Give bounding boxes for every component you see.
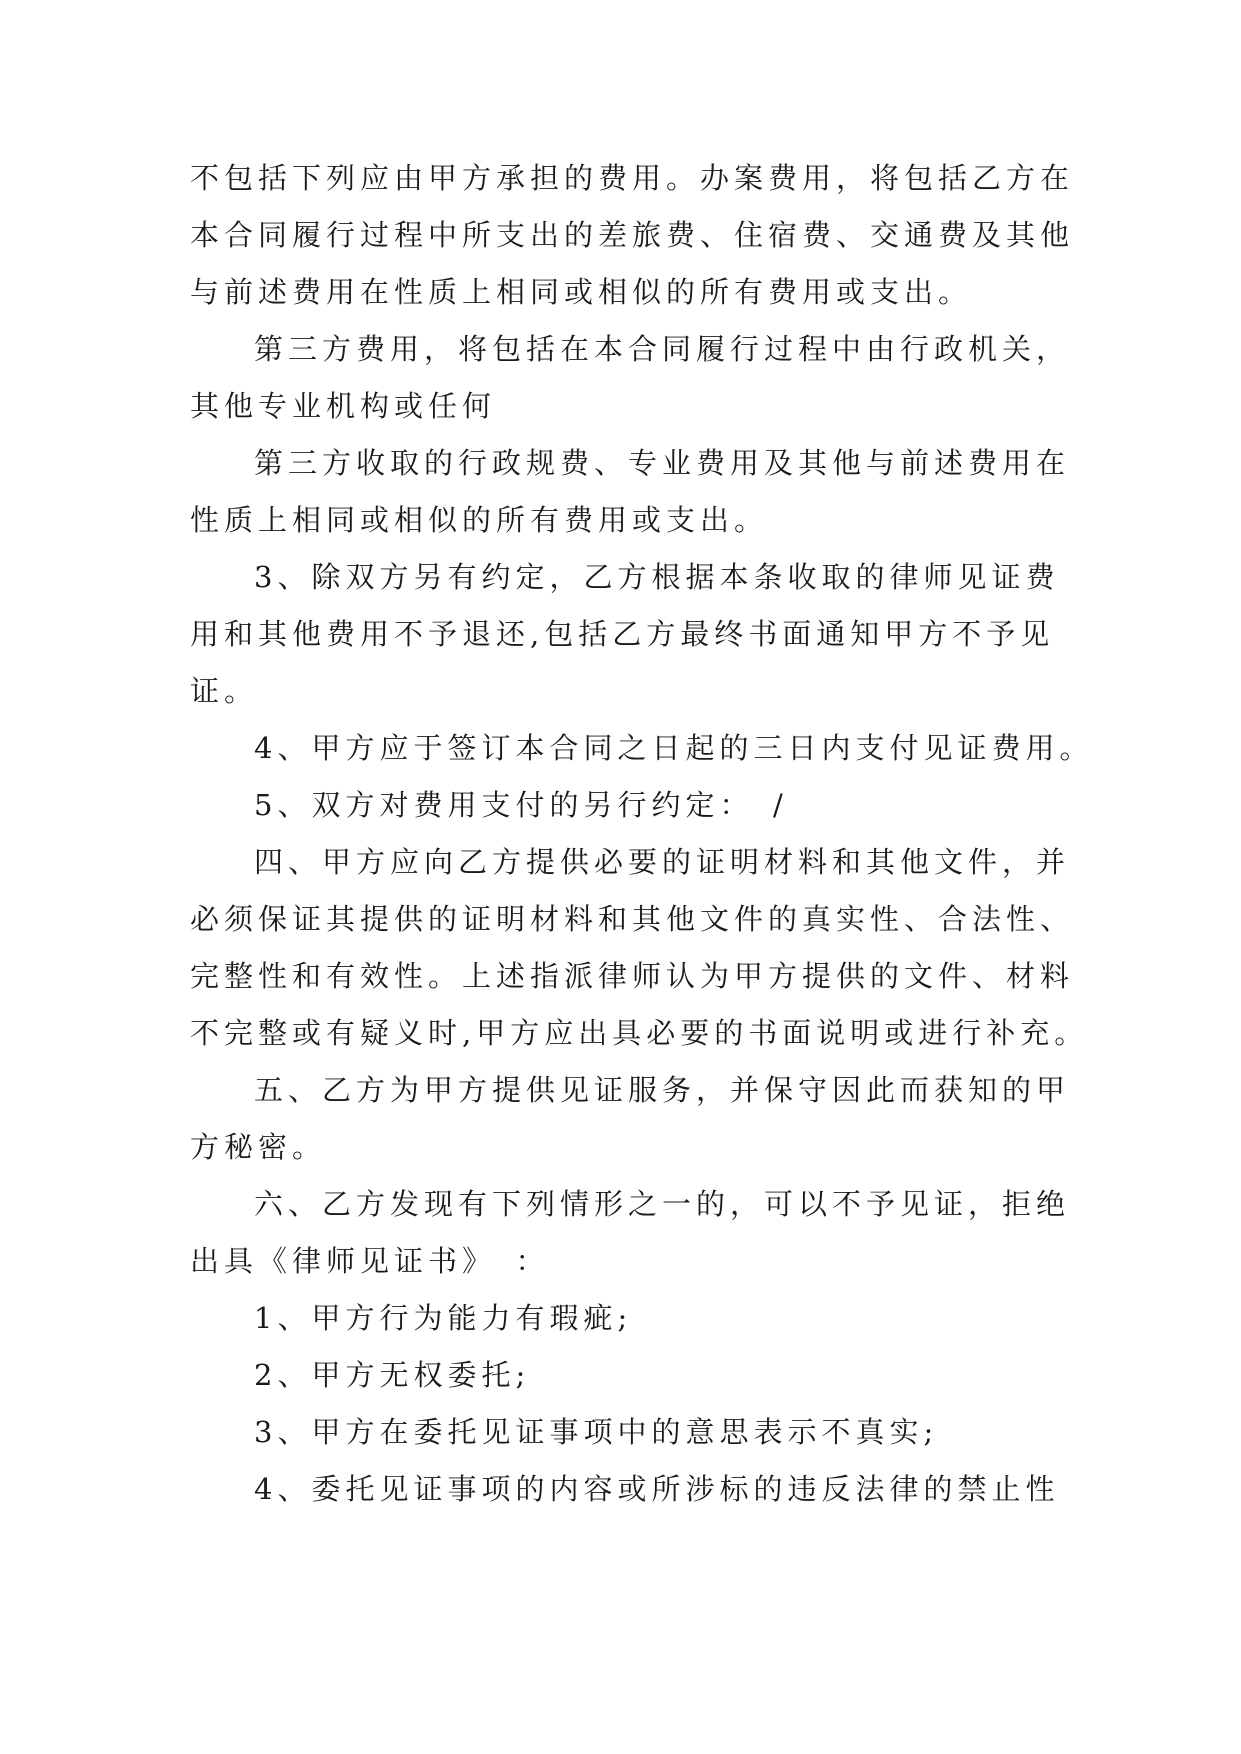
text-line: 五、乙方为甲方提供见证服务，并保守因此而获知的甲 (254, 1073, 1071, 1107)
text-line: 2、甲方无权委托; (254, 1358, 531, 1392)
text-line: 4、委托见证事项的内容或所涉标的违反法律的禁止性 (254, 1472, 1060, 1506)
text-line: 1、甲方行为能力有瑕疵; (254, 1301, 633, 1335)
text-line: 与前述费用在性质上相同或相似的所有费用或支出。 (190, 275, 973, 309)
text-line: 必须保证其提供的证明材料和其他文件的真实性、合法性、 (190, 902, 1075, 936)
text-line: 四、甲方应向乙方提供必要的证明材料和其他文件，并 (254, 845, 1071, 879)
text-line: 方秘密。 (190, 1130, 327, 1164)
text-line: 用和其他费用不予退还,包括乙方最终书面通知甲方不予见 (190, 617, 1055, 651)
text-line: 不包括下列应由甲方承担的费用。办案费用，将包括乙方在 (190, 161, 1075, 195)
text-line: 本合同履行过程中所支出的差旅费、住宿费、交通费及其他 (190, 218, 1075, 252)
text-line: 其他专业机构或任何 (190, 389, 497, 423)
text-line: 不完整或有疑义时,甲方应出具必要的书面说明或进行补充。 (190, 1016, 1089, 1050)
text-line: 完整性和有效性。上述指派律师认为甲方提供的文件、材料 (190, 959, 1075, 993)
document-page (190, 150, 1094, 1518)
text-line: 3、甲方在委托见证事项中的意思表示不真实; (254, 1415, 939, 1449)
text-line: 六、乙方发现有下列情形之一的，可以不予见证，拒绝 (254, 1187, 1071, 1221)
text-line: 第三方费用，将包括在本合同履行过程中由行政机关， (254, 332, 1071, 366)
text-line: 出具《律师见证书》 ： (190, 1244, 550, 1278)
text-line: 3、除双方另有约定，乙方根据本条收取的律师见证费 (254, 560, 1060, 594)
text-line: 5、双方对费用支付的另行约定： / (254, 788, 788, 822)
text-line: 第三方收取的行政规费、专业费用及其他与前述费用在 (254, 446, 1071, 480)
text-line: 证。 (190, 674, 259, 708)
text-line: 4、甲方应于签订本合同之日起的三日内支付见证费用。 (254, 731, 1094, 765)
document-body (190, 150, 1094, 1518)
text-line: 性质上相同或相似的所有费用或支出。 (190, 503, 769, 537)
